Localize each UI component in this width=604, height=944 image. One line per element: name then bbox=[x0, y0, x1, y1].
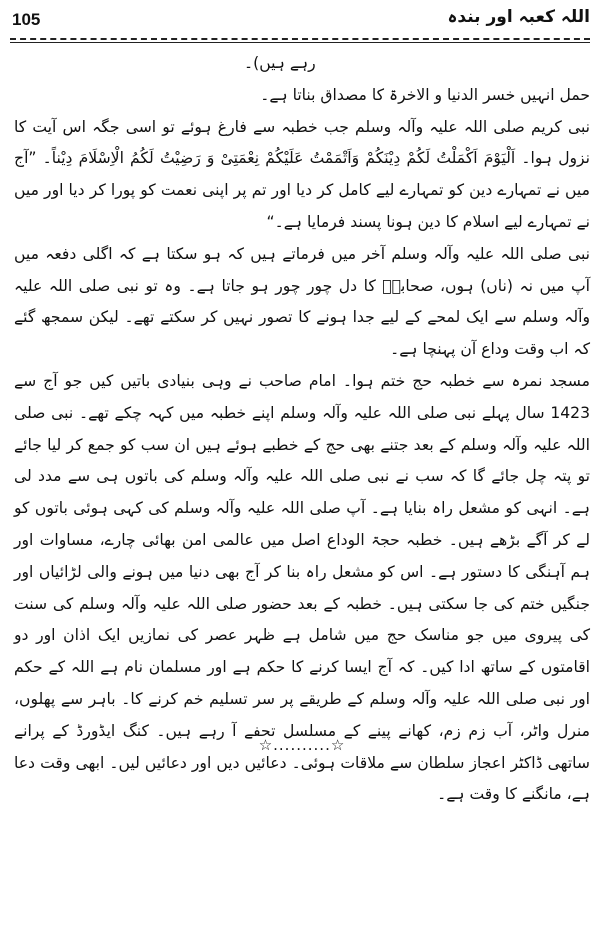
page-number: 105 bbox=[12, 10, 41, 29]
header-divider-solid bbox=[10, 42, 590, 43]
running-header-title: اللہ کعبہ اور بندہ bbox=[447, 7, 590, 27]
paragraph: نبی صلی اللہ علیہ وآلہ وسلم آخر میں فرماتے ہیں کہ ہو سکتا ہے کہ اگلی دفعہ میں آپ میں نہ (ناں) ہوں، صحابہؓ کا دل چور چور ہو جاتا ہے۔ وہ تو نبی صلی اللہ علیہ وآلہ وسلم سے ایک لمحے کے لیے جدا ہونے کا تصور نہیں کر سکتے تھے۔ لیکن سمجھ گئے کہ اب وقت وداع آن پہنچا ہے۔ bbox=[14, 244, 590, 359]
page-body bbox=[14, 48, 590, 811]
paragraph: نبی کریم صلی اللہ علیہ وآلہ وسلم جب خطبہ سے فارغ ہوئے تو اسی جگہ اس آیت کا نزول ہوا۔ اَلْیَوْمَ اَکْمَلْتُ لَکُمْ دِیْنَکُمْ وَاَتْمَمْتُ عَلَیْکُمْ نِعْمَتِیْ وَ رَضِیْتُ لَکُمُ الْاِسْلَامَ دِیْناً۔ ”آج میں نے تمہارے دین کو تمہارے لیے کامل کر دیا اور تم پر اپنی نعمت کو پورا کر دیا اور میں نے تمہارے لیے اسلام کا دین ہونا پسند فرمایا ہے۔“ bbox=[14, 117, 590, 231]
header-divider bbox=[10, 38, 590, 40]
paragraph: حمل انہیں خسر الدنیا و الاخرۃ کا مصداق بناتا ہے۔ bbox=[260, 85, 590, 104]
section-separator: ☆..........☆ bbox=[258, 736, 346, 754]
paragraph: مسجد نمرہ سے خطبہ حج ختم ہوا۔ امام صاحب نے وہی بنیادی باتیں کیں جو آج سے 1423 سال پہلے نبی صلی اللہ علیہ وآلہ وسلم اپنے خطبہ میں کہہ چکے تھے۔ نبی صلی اللہ علیہ وآلہ وسلم کے بعد جتنے بھی حج کے خطبے ہوئے ہیں ان سب کو جمع کر لیا جائے تو پتہ چل جائے گا کہ سب نے نبی صلی اللہ علیہ وآلہ وسلم کی باتوں ہی سے مدد لی ہے۔ انہی کو مشعل راہ بنایا ہے۔ آپ صلی اللہ علیہ وآلہ وسلم کی کہی ہوئی باتوں کو لے کر آگے بڑھے ہیں۔ خطبہ حجۃ الوداع اصل میں عالمی امن بھائی چارے، مساوات اور ہم آہنگی کا دستور ہے۔ اس کو مشعل راہ بنا کر آج بھی دنیا میں ہونے والی لڑائیاں اور جنگیں ختم کی جا سکتی ہیں۔ خطبہ کے بعد حضور صلی اللہ علیہ وآلہ وسلم کی سنت کی پیروی میں جو مناسک حج میں شامل ہے ظہر عصر کی نمازیں ایک اذان اور دو اقامتوں کے ساتھ ادا کیں۔ کہ آج ایسا کرنے کا حکم ہے اور مسلمان نام ہے اللہ کے حکم اور نبی صلی اللہ علیہ وآلہ وسلم کے طریقے پر سر تسلیم خم کرنے کا۔ باہر سے پھلوں، منرل واٹر، آب زم زم، کھانے پینے کے مسلسل تحفے آ رہے ہیں۔ کنگ ایڈورڈ کے پرانے ساتھی ڈاکٹر اعجاز سلطان سے ملاقات ہوئی۔ دعائیں دیں اور دعائیں لیں۔ ابھی وقت دعا ہے، مانگنے کا وقت ہے۔ bbox=[14, 371, 590, 804]
paragraph-continuation: رہے ہیں)۔ bbox=[244, 54, 316, 72]
